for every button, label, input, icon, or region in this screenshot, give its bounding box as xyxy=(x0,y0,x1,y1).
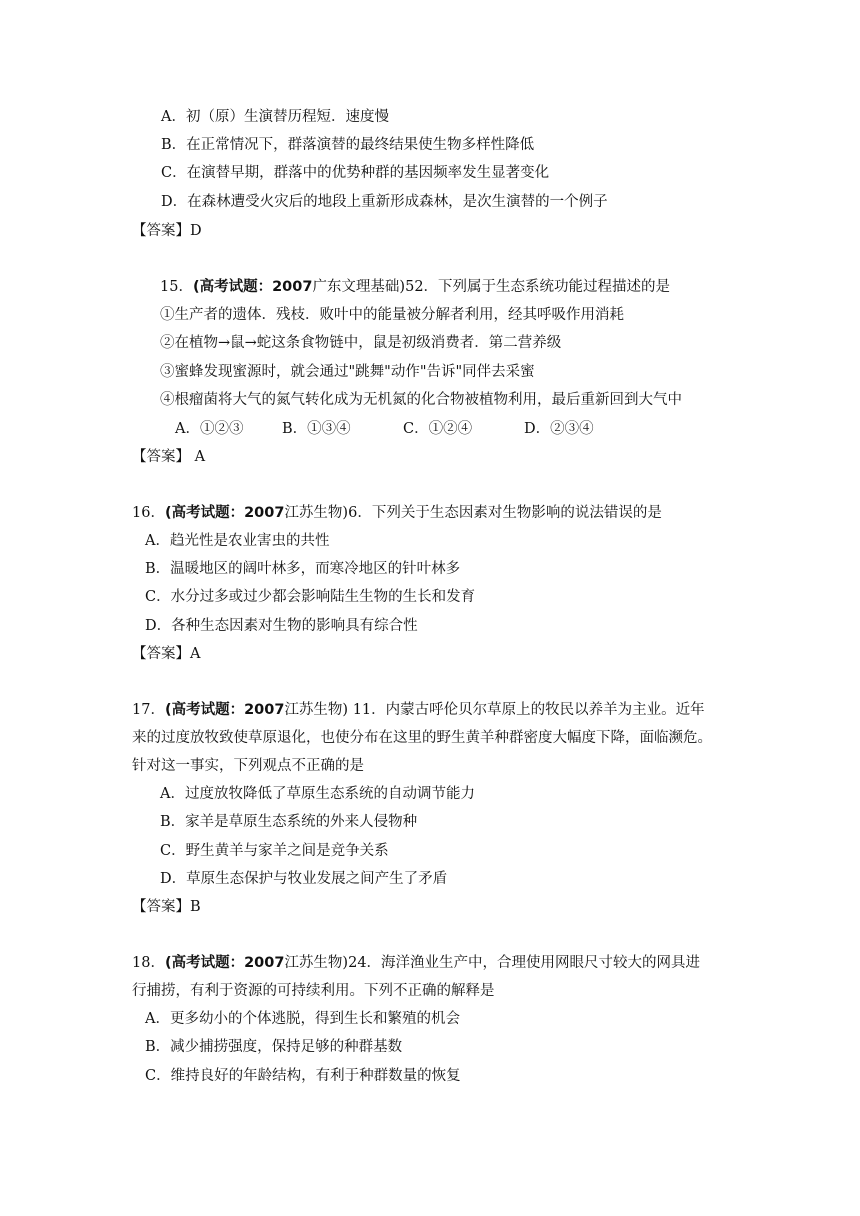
q17-option-a: A．过度放牧降低了草原生态系统的自动调节能力 xyxy=(160,786,475,802)
q15-stem xyxy=(160,277,670,297)
q17-option-b: B．家羊是草原生态系统的外来人侵物种 xyxy=(160,814,418,830)
q15-option-d: D．②③④ xyxy=(524,421,594,437)
q15-option-c: C．①②④ xyxy=(403,421,473,437)
q18-stem xyxy=(132,953,700,973)
q16-option-d: D．各种生态因素对生物的影响具有综合性 xyxy=(145,618,418,634)
q18-source-bold: (高考试题：2007 xyxy=(164,955,285,971)
q15-option-b: B．①③④ xyxy=(282,421,351,437)
q15-source-bold: (高考试题：2007 xyxy=(192,279,313,295)
q15-statement-2: ②在植物→鼠→蛇这条食物链中，鼠是初级消费者．第二营养级 xyxy=(160,335,562,351)
q18-source-rest: 江苏生物)24．海洋渔业生产中，合理使用网眼尺寸较大的网具进 xyxy=(284,955,701,971)
q17-option-d: D．草原生态保护与牧业发展之间产生了矛盾 xyxy=(160,871,448,887)
q16-source-rest: 江苏生物)6．下列关于生态因素对生物影响的说法错误的是 xyxy=(284,505,662,521)
q17-option-c: C．野生黄羊与家羊之间是竞争关系 xyxy=(160,843,389,859)
q14-answer: 【答案】D xyxy=(132,223,202,239)
q17-stem-line-3: 针对这一事实，下列观点不正确的是 xyxy=(132,758,364,774)
q15-number: 15． xyxy=(160,279,193,295)
q17-source-bold: (高考试题：2007 xyxy=(164,702,285,718)
q18-option-c: C．维持良好的年龄结构，有利于种群数量的恢复 xyxy=(145,1068,461,1084)
q17-stem xyxy=(132,700,705,720)
q17-source-rest: 江苏生物) 11．内蒙古呼伦贝尔草原上的牧民以养羊为主业。近年 xyxy=(284,702,705,718)
q16-option-a: A．趋光性是农业害虫的共性 xyxy=(145,533,330,549)
q15-statement-1: ①生产者的遗体．残枝．败叶中的能量被分解者利用，经其呼吸作用消耗 xyxy=(160,307,624,323)
q18-option-b: B．减少捕捞强度，保持足够的种群基数 xyxy=(145,1039,403,1055)
q15-statement-3: ③蜜蜂发现蜜源时，就会通过"跳舞"动作"告诉"同伴去采蜜 xyxy=(160,364,535,380)
q16-source-bold: (高考试题：2007 xyxy=(164,505,285,521)
q16-number: 16． xyxy=(132,505,165,521)
q14-option-b: B．在正常情况下，群落演替的最终结果使生物多样性降低 xyxy=(161,137,535,153)
q17-stem-line-2: 来的过度放牧致使草原退化，也使分布在这里的野生黄羊种群密度大幅度下降，面临濒危。 xyxy=(132,730,712,746)
q18-number: 18． xyxy=(132,955,165,971)
q14-option-d: D．在森林遭受火灾后的地段上重新形成森林，是次生演替的一个例子 xyxy=(161,194,608,210)
q16-option-b: B．温暖地区的阔叶林多，而寒冷地区的针叶林多 xyxy=(145,561,461,577)
q18-stem-line-2: 行捕捞，有利于资源的可持续利用。下列不正确的解释是 xyxy=(132,983,495,999)
q14-option-c: C．在演替早期，群落中的优势种群的基因频率发生显著变化 xyxy=(161,165,550,181)
q18-option-a: A．更多幼小的个体逃脱，得到生长和繁殖的机会 xyxy=(145,1011,460,1027)
q17-number: 17． xyxy=(132,702,165,718)
q15-source-rest: 广东文理基础)52．下列属于生态系统功能过程描述的是 xyxy=(312,279,671,295)
q15-statement-4: ④根瘤菌将大气的氮气转化成为无机氮的化合物被植物利用，最后重新回到大气中 xyxy=(160,392,682,408)
q14-option-a: A．初（原）生演替历程短．速度慢 xyxy=(161,109,389,125)
q15-answer: 【答案】 A xyxy=(132,449,206,465)
q16-answer: 【答案】A xyxy=(132,646,201,662)
q16-option-c: C．水分过多或过少都会影响陆生生物的生长和发育 xyxy=(145,589,476,605)
q16-stem xyxy=(132,503,662,523)
q15-option-a: A．①②③ xyxy=(175,421,244,437)
q17-answer: 【答案】B xyxy=(132,899,201,915)
